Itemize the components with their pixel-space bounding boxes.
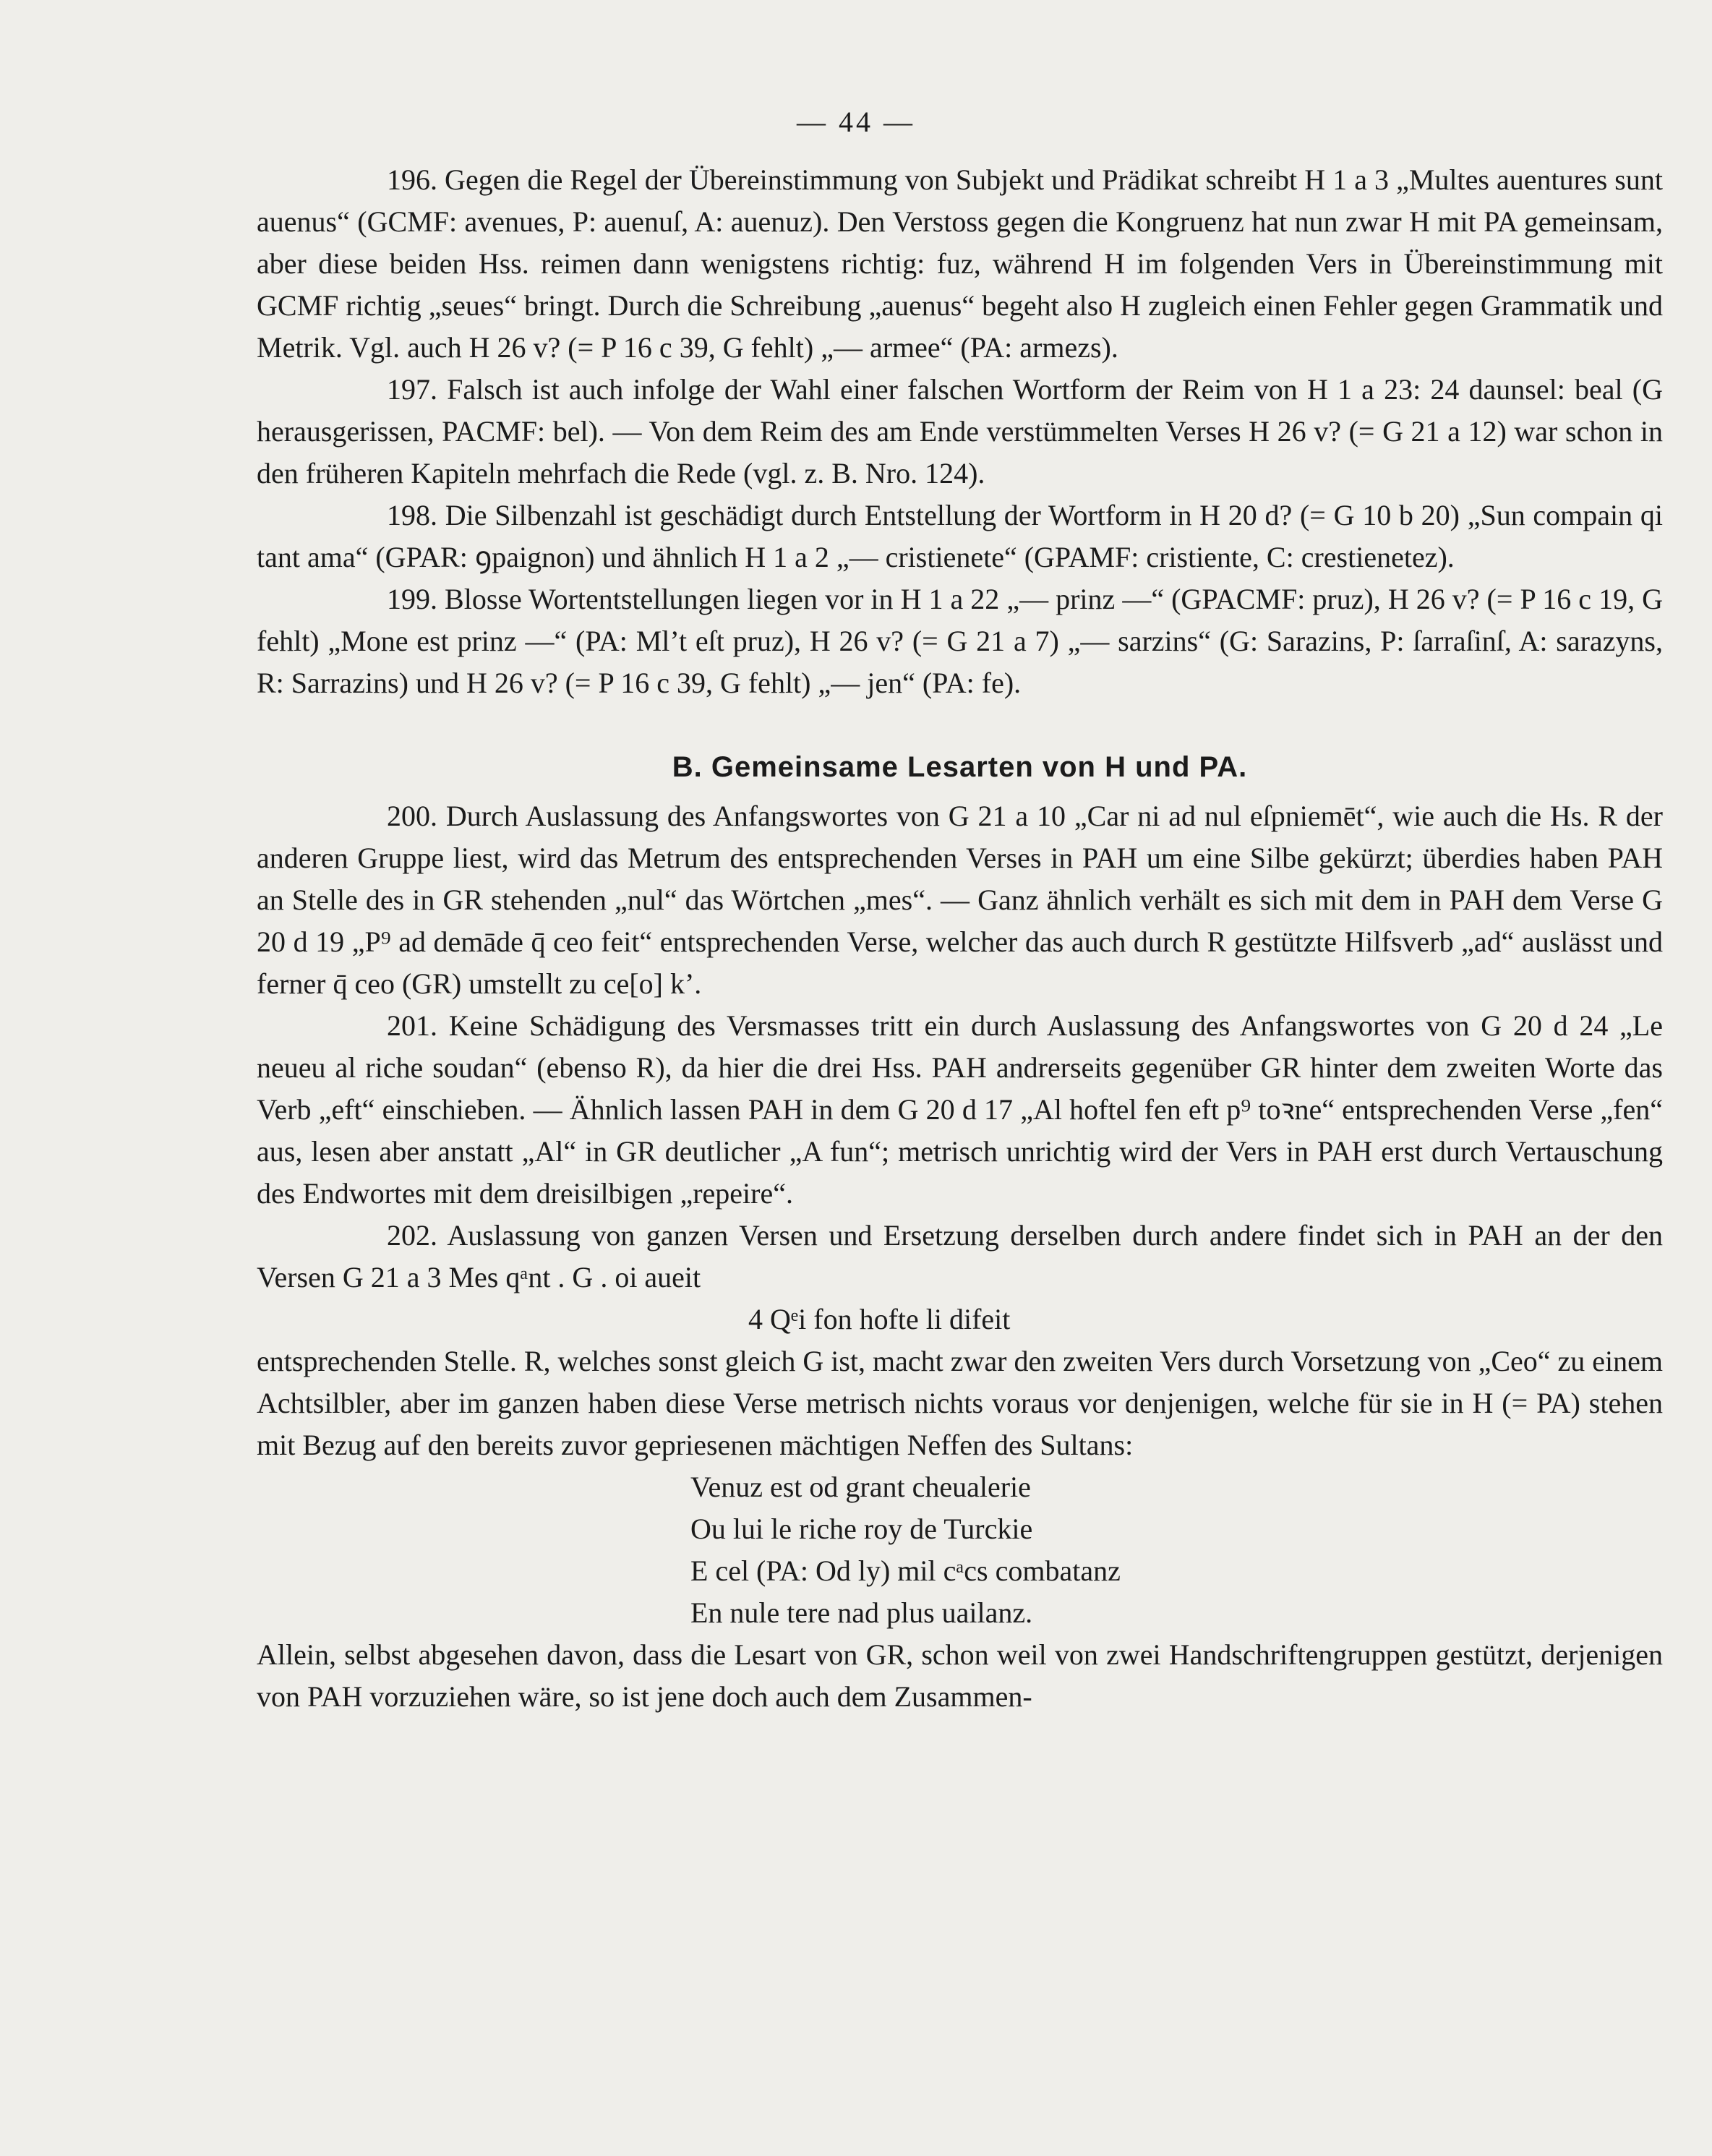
verse-line: Ou lui le riche roy de Turckie — [690, 1513, 1033, 1545]
paragraph-202 — [257, 1215, 1663, 1466]
paragraph-199: 199. Blosse Wortentstellungen liegen vor in H 1 a 22 „— prinz —“ (GPACMF: pruz), H 26 v? (= P 16 c 19, G fehlt) „Mone est prinz —“ (PA: Ml’t eſt pruz), H 26 v? (= G 21 a 7) „— sarzins“ (G: Sarazins, P: ſarraſinſ, A: sarazyns, R: Sarrazins) und H 26 v? (= P 16 c 39, G fehlt) „— jen“ (PA: fe). — [257, 583, 1663, 699]
paragraph-202-rest: entsprechenden Stelle. R, welches sonst gleich G ist, macht zwar den zweiten Vers durch Vorsetzung von „Ceo“ zu einem Achtsilbler, aber im ganzen haben diese Verse metrisch nichts voraus vor denjenigen, welche für sie in H (= PA) stehen mit Bezug auf den bereits zuvor gepriesenen mächtigen Neffen des Sultans: — [257, 1345, 1663, 1461]
paragraph-200: 200. Durch Auslassung des Anfangswortes von G 21 a 10 „Car ni ad nul eſpniemēt“, wie auch die Hs. R der anderen Gruppe liest, wird das Metrum des entsprechenden Verses in PAH um eine Silbe gekürzt; überdies haben PAH an Stelle des in GR stehenden „nul“ das Wörtchen „mes“. — Ganz ähnlich verhält es sich mit dem in PAH dem Verse G 20 d 19 „P⁹ ad demāde q̄ ceo feit“ entsprechenden Verse, welcher das auch durch R gestützte Hilfsverb „ad“ auslässt und ferner q̄ ceo (GR) umstellt zu ce[o] k’. — [257, 800, 1663, 1000]
verse-line: E cel (PA: Od ly) mil cᵃcs combatanz — [690, 1554, 1121, 1587]
paragraph-202-intro: 202. Auslassung von ganzen Versen und Ersetzung derselben durch andere findet sich in PAH an der den Versen G 21 a 3 Mes qᵃnt . G . oi aueit — [257, 1219, 1663, 1293]
section-heading: B. Gemeinsame Lesarten von H und PA. — [672, 751, 1248, 783]
paragraph-196: 196. Gegen die Regel der Übereinstimmung von Subjekt und Prädikat schreibt H 1 a 3 „Multes auentures sunt auenus“ (GCMF: avenues, P: auenuſ, A: auenuz). Den Verstoss gegen die Kongruenz hat nun zwar H mit PA gemeinsam, aber diese beiden Hss. reimen dann wenigstens richtig: fuz, während H im folgenden Vers in Übereinstimmung mit GCMF richtig „seues“ bringt. Durch die Schreibung „auenus“ begeht also H zugleich einen Fehler gegen Grammatik und Metrik. Vgl. auch H 26 v? (= P 16 c 39, G fehlt) „— armee“ (PA: armezs). — [257, 163, 1663, 364]
closing-paragraph: Allein, selbst abgesehen davon, dass die Lesart von GR, schon weil von zwei Handschriftengruppen gestützt, derjenigen von PAH vorzuziehen wäre, so ist jene doch auch dem Zusammen- — [257, 1638, 1663, 1713]
verse-line: Venuz est od grant cheualerie — [690, 1471, 1031, 1503]
paragraph-198: 198. Die Silbenzahl ist geschädigt durch Entstellung der Wortform in H 20 d? (= G 10 b 20) „Sun compain qi tant ama“ (GPAR: ꝯpaignon) und ähnlich H 1 a 2 „— cristienete“ (GPAMF: cristiente, C: crestienetez). — [257, 499, 1663, 573]
paragraph-201: 201. Keine Schädigung des Versmasses tritt ein durch Auslassung des Anfangswortes von G 20 d 24 „Le neueu al riche soudan“ (ebenso R), da hier die drei Hss. PAH andrerseits gegenüber GR hinter dem zweiten Worte das Verb „eft“ einschieben. — Ähnlich lassen PAH in dem G 20 d 17 „Al hoftel fen eft p⁹ toꝛne“ entsprechenden Verse „fen“ aus, lesen aber anstatt „Al“ in GR deutlicher „A fun“; metrisch unrichtig wird der Vers in PAH erst durch Vertauschung des Endwortes mit dem dreisilbigen „repeire“. — [257, 1009, 1663, 1210]
verse-quotation — [690, 1466, 1663, 1634]
page-number: — 44 — — [797, 106, 915, 138]
verse-line: En nule tere nad plus uailanz. — [690, 1596, 1033, 1629]
paragraph-202-inline-verse: 4 Qᵉi fon hofte li difeit — [748, 1303, 1011, 1335]
paragraph-197: 197. Falsch ist auch infolge der Wahl einer falschen Wortform der Reim von H 1 a 23: 24 daunsel: beal (G herausgerissen, PACMF: bel). — Von dem Reim des am Ende verstümmelten Verses H 26 v? (= G 21 a 12) war schon in den früheren Kapiteln mehrfach die Rede (vgl. z. B. Nro. 124). — [257, 373, 1663, 489]
page-body — [257, 159, 1663, 1718]
